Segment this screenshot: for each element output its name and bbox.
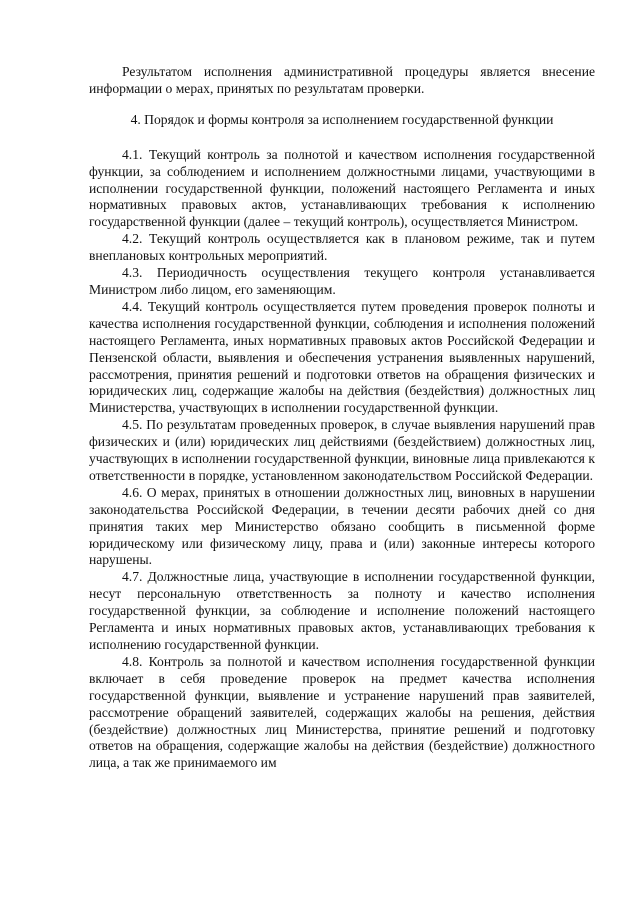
paragraph-4-5: 4.5. По результатам проведенных проверок, в случае выявления нарушений прав физических и (или) юридических лиц действиями (бездействием) должностных лиц, участвующих в исполнении государственной функции, виновные лица привлекаются к ответственности в порядке, установленном законодательством Российской Федерации. bbox=[89, 417, 595, 483]
paragraph-4-3: 4.3. Периодичность осуществления текущего контроля устанавливается Министром либо лицом, его заменяющим. bbox=[89, 265, 595, 297]
intro-paragraph: Результатом исполнения административной процедуры является внесение информации о мерах, принятых по результатам проверки. bbox=[89, 64, 595, 96]
paragraph-4-4: 4.4. Текущий контроль осуществляется путем проведения проверок полноты и качества исполнения государственной функции, соблюдения и исполнения положений настоящего Регламента, иных нормативных правовых актов Российской Федерации и Пензенской области, выявления и обеспечения устранения выявленных нарушений, рассмотрения, принятия решений и подготовки ответов на обращения физических и юридических лиц, содержащие жалобы на действия (бездействия) должностных лиц Министерства, участвующих в исполнении государственной функции. bbox=[89, 298, 595, 416]
paragraph-4-6: 4.6. О мерах, принятых в отношении должностных лиц, виновных в нарушении законодательства Российской Федерации, в течении десяти рабочих дней со дня принятия таких мер Министерство обязано сообщить в письменной форме юридическому или физическому лицу, права и (или) законные интересы которого нарушены. bbox=[89, 484, 595, 568]
paragraph-4-7: 4.7. Должностные лица, участвующие в исполнении государственной функции, несут персональную ответственность за полноту и качество исполнения государственной функции, за соблюдение и исполнение положений настоящего Регламента и иных нормативных правовых актов, устанавливающих требования к исполнению государственной функции. bbox=[89, 569, 595, 652]
paragraph-4-2: 4.2. Текущий контроль осуществляется как в плановом режиме, так и путем внеплановых контрольных мероприятий. bbox=[89, 231, 595, 264]
paragraph-4-1: 4.1. Текущий контроль за полнотой и качеством исполнения государственной функции, за соблюдением и исполнением должностными лицами, участвующими в исполнении государственной функции, положений настоящего Регламента и иных нормативных правовых актов, устанавливающих требования к исполнению государственной функции (далее – текущий контроль), осуществляется Министром. bbox=[89, 146, 595, 230]
paragraph-4-8: 4.8. Контроль за полнотой и качеством исполнения государственной функции включает в себя проведение проверок на предмет качества исполнения государственной функции, выявление и устранение нарушений прав заявителей, рассмотрение обращений заявителей, содержащих жалобы на решения, действия (бездействие) должностных лиц Министерства, принятие решений и подготовку ответов на обращения, содержащие жалобы на действия (бездействие) должностного лица, а так же принимаемого им bbox=[89, 653, 595, 771]
section-heading: 4. Порядок и формы контроля за исполнением государственной функции bbox=[130, 111, 554, 127]
document-body bbox=[89, 64, 595, 772]
